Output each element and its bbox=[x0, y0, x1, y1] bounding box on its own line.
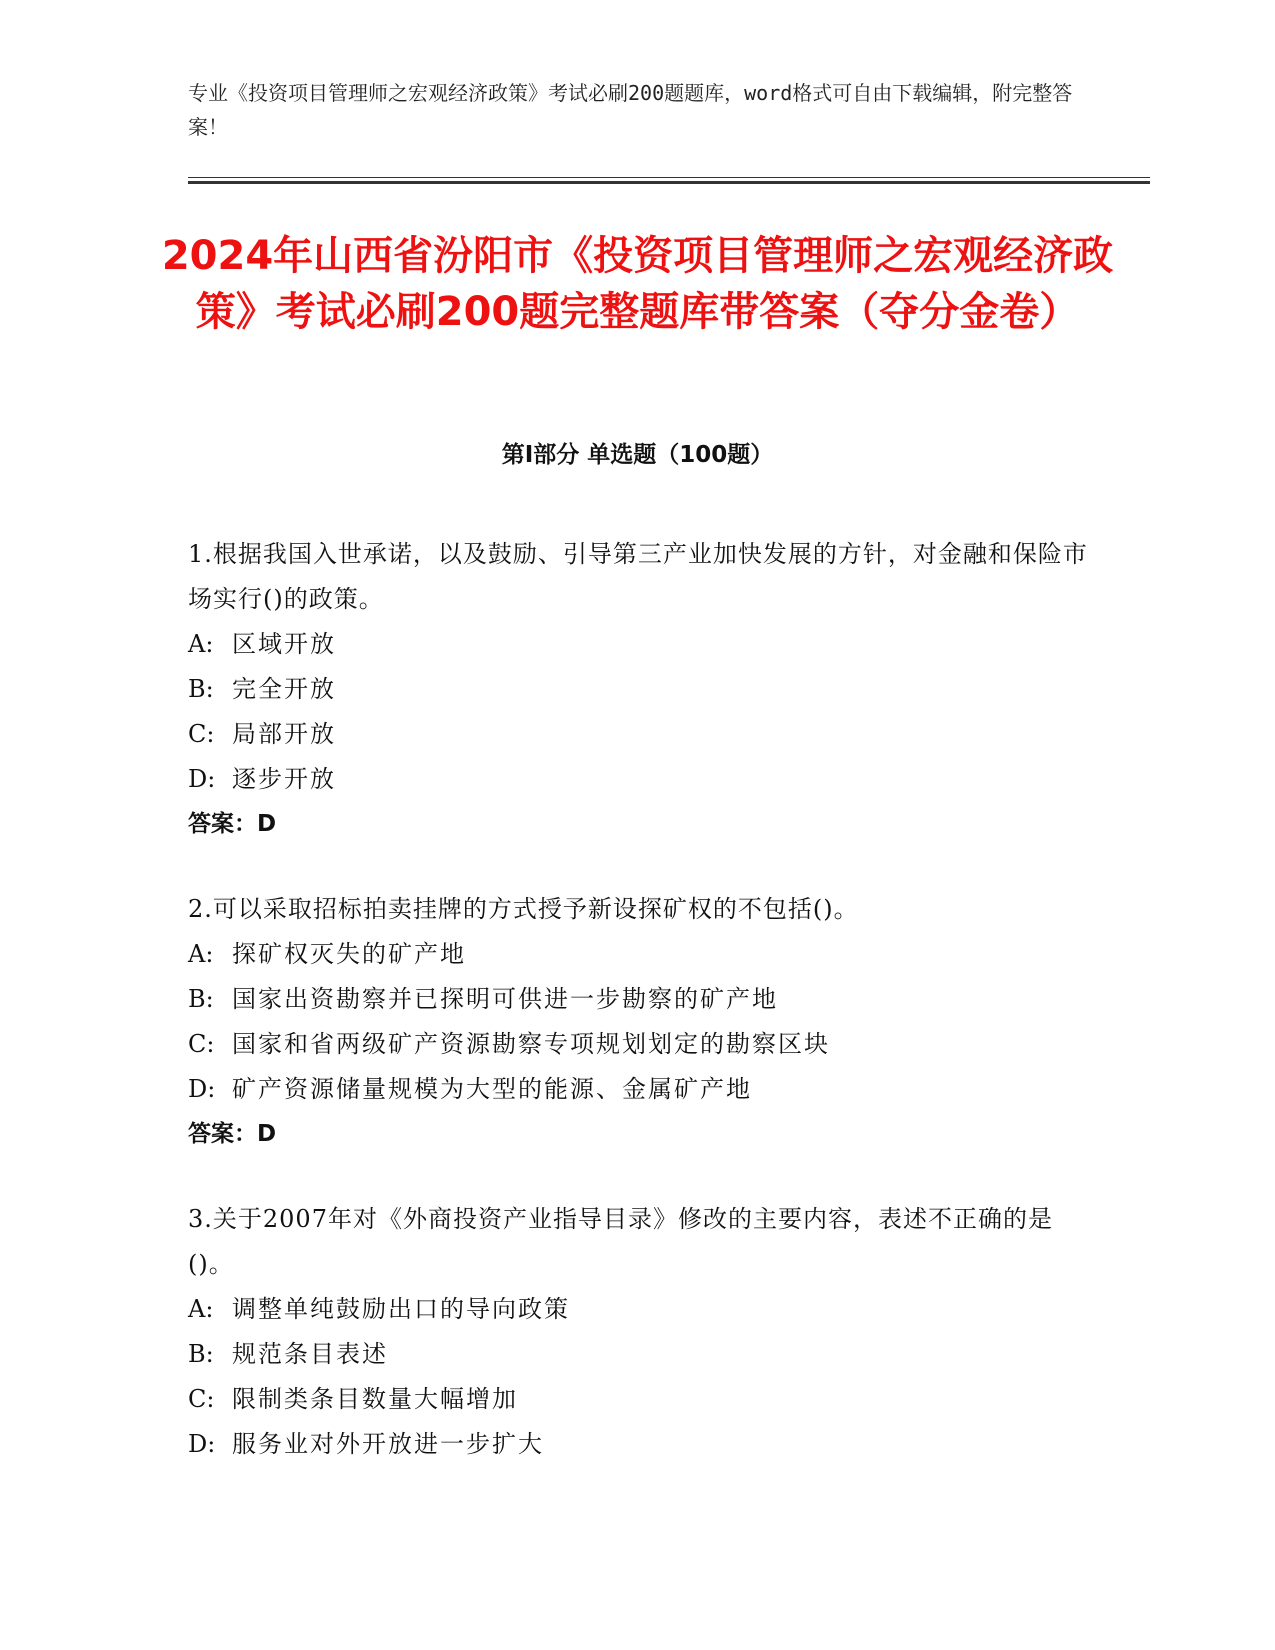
option-text: 国家出资勘察并已探明可供进一步勘察的矿产地 bbox=[232, 985, 778, 1013]
document-title: 2024年山西省汾阳市《投资项目管理师之宏观经济政策》考试必刷200题完整题库带答案（夺分金卷） bbox=[161, 233, 1114, 335]
option-c bbox=[188, 1022, 1088, 1067]
option-key: C: bbox=[188, 1385, 215, 1413]
option-b bbox=[188, 977, 1088, 1022]
option-key: C: bbox=[188, 1030, 215, 1058]
header-note: 专业《投资项目管理师之宏观经济政策》考试必刷200题题库，word格式可自由下载编辑，附完整答案！ bbox=[188, 81, 1073, 139]
option-text: 完全开放 bbox=[232, 675, 336, 703]
question-stem: 3.关于2007年对《外商投资产业指导目录》修改的主要内容，表述不正确的是()。 bbox=[188, 1205, 1053, 1278]
option-text: 矿产资源储量规模为大型的能源、金属矿产地 bbox=[232, 1075, 752, 1103]
option-key: B: bbox=[188, 675, 214, 703]
option-key: A: bbox=[188, 1295, 214, 1323]
option-a bbox=[188, 1287, 1088, 1332]
option-text: 调整单纯鼓励出口的导向政策 bbox=[232, 1295, 570, 1323]
option-d bbox=[188, 1067, 1088, 1112]
option-text: 局部开放 bbox=[232, 720, 336, 748]
section-heading: 第I部分 单选题（100题） bbox=[501, 442, 774, 468]
option-key: C: bbox=[188, 720, 215, 748]
answer-label: 答案：D bbox=[188, 1121, 277, 1147]
option-key: A: bbox=[188, 940, 214, 968]
option-text: 服务业对外开放进一步扩大 bbox=[232, 1430, 544, 1458]
option-key: A: bbox=[188, 630, 214, 658]
header-divider-thick bbox=[188, 181, 1150, 184]
option-key: D: bbox=[188, 1430, 216, 1458]
option-a bbox=[188, 932, 1088, 977]
option-a bbox=[188, 622, 1088, 667]
option-text: 限制类条目数量大幅增加 bbox=[232, 1385, 518, 1413]
option-text: 逐步开放 bbox=[232, 765, 336, 793]
option-c bbox=[188, 712, 1088, 757]
option-text: 规范条目表述 bbox=[232, 1340, 388, 1368]
option-d bbox=[188, 1422, 1088, 1467]
header-divider-thin bbox=[188, 177, 1150, 178]
question-stem: 2.可以采取招标拍卖挂牌的方式授予新设探矿权的不包括()。 bbox=[188, 895, 859, 923]
question-stem: 1.根据我国入世承诺，以及鼓励、引导第三产业加快发展的方针，对金融和保险市场实行()的政策。 bbox=[188, 540, 1088, 613]
option-b bbox=[188, 667, 1088, 712]
question-list bbox=[188, 532, 1088, 1507]
option-d bbox=[188, 757, 1088, 802]
option-key: D: bbox=[188, 765, 216, 793]
question-2 bbox=[188, 887, 1088, 1157]
answer-label: 答案：D bbox=[188, 811, 277, 837]
option-text: 区域开放 bbox=[232, 630, 336, 658]
question-1 bbox=[188, 532, 1088, 847]
question-3 bbox=[188, 1197, 1088, 1467]
option-key: D: bbox=[188, 1075, 216, 1103]
option-text: 探矿权灭失的矿产地 bbox=[232, 940, 466, 968]
option-text: 国家和省两级矿产资源勘察专项规划划定的勘察区块 bbox=[232, 1030, 830, 1058]
option-key: B: bbox=[188, 985, 214, 1013]
option-c bbox=[188, 1377, 1088, 1422]
option-key: B: bbox=[188, 1340, 214, 1368]
option-b bbox=[188, 1332, 1088, 1377]
